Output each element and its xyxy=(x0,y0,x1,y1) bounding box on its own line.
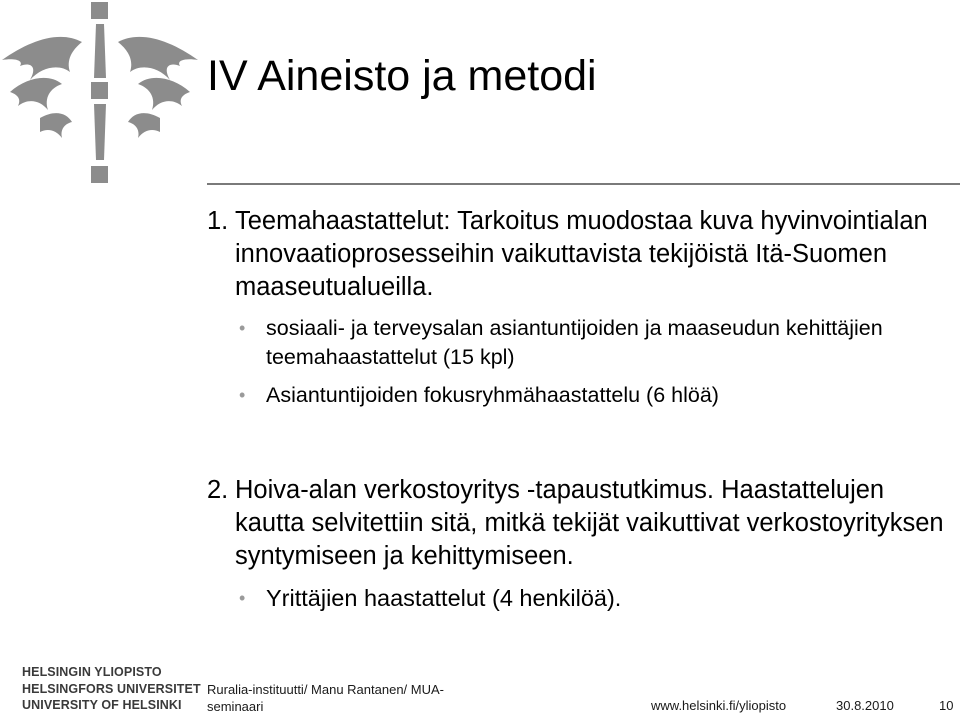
university-wordmark xyxy=(22,664,201,714)
university-name-en: UNIVERSITY OF HELSINKI xyxy=(22,698,182,712)
bullet-dot-icon: • xyxy=(239,588,246,608)
footer-url[interactable]: www.helsinki.fi/yliopisto xyxy=(651,698,787,713)
section-2-bullet-1-text: Yrittäjien haastattelut (4 henkilöä). xyxy=(266,585,622,611)
page-title: IV Aineisto ja metodi xyxy=(207,52,597,100)
section-2-paragraph xyxy=(207,474,947,573)
section-1-number: 1. xyxy=(207,207,229,235)
section-1-bullet-2 xyxy=(207,381,947,410)
bullet-dot-icon: • xyxy=(239,318,246,338)
section-2-number: 2. xyxy=(207,476,229,504)
section-1-bullet-2-text: Asiantuntijoiden fokusryhmähaastattelu (6 hlöä) xyxy=(266,383,719,407)
section-1-bullet-1-text: sosiaali- ja terveysalan asiantuntijoiden ja maaseudun kehittäjien teemahaastattelut (15 kpl) xyxy=(266,316,883,369)
title-divider xyxy=(207,183,960,185)
bullet-dot-icon: • xyxy=(239,385,246,405)
section-1 xyxy=(207,205,947,410)
footer-author: Ruralia-instituutti/ Manu Rantanen/ MUA-seminaari xyxy=(207,682,444,714)
section-1-paragraph xyxy=(207,205,947,304)
university-flame-logo-icon xyxy=(0,0,200,190)
section-2-text: Hoiva-alan verkostoyritys -tapaustutkimus. Haastattelujen kautta selvitettiin sitä, mitkä tekijät vaikuttivat verkostoyrityksen syntymiseen ja kehittymiseen. xyxy=(235,476,944,570)
university-name-sv: HELSINGFORS UNIVERSITET xyxy=(22,681,201,696)
section-2-bullet-1 xyxy=(207,583,947,614)
university-name-fi: HELSINGIN YLIOPISTO xyxy=(22,665,162,679)
section-1-text: Teemahaastattelut: Tarkoitus muodostaa kuva hyvinvointialan innovaatioprosesseihin vaikuttavista tekijöistä Itä-Suomen maaseutualueilla. xyxy=(235,207,928,301)
section-1-bullet-1 xyxy=(207,314,947,372)
section-2 xyxy=(207,474,947,614)
footer-date: 30.8.2010 xyxy=(836,698,894,713)
page-number: 10 xyxy=(939,698,954,713)
